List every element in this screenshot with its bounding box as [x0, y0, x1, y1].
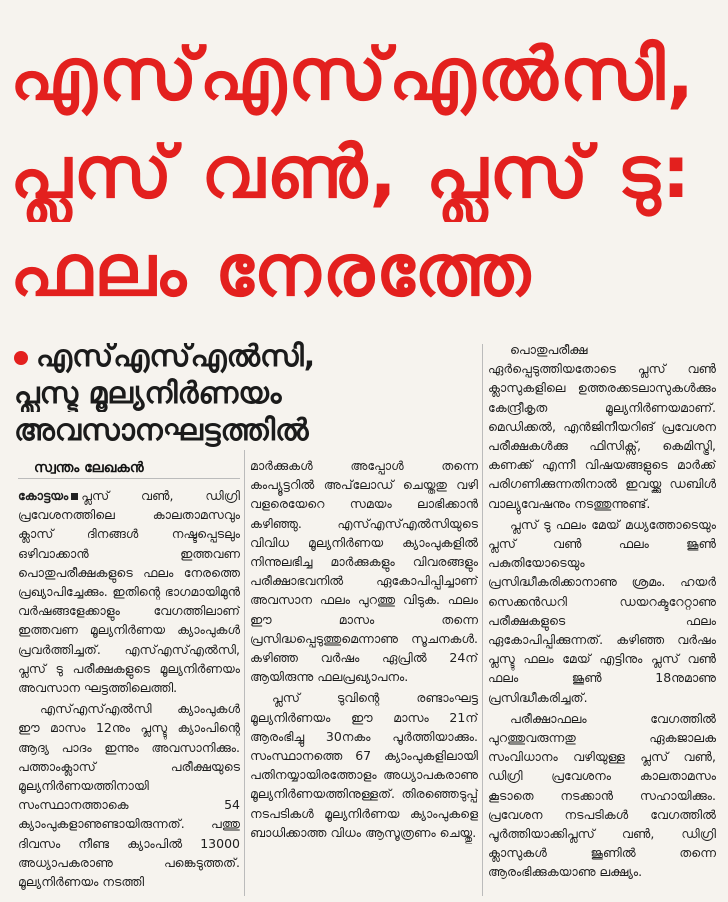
column-3-paragraph-2: പ്ലസ് ടു ഫലം മേയ് മധ്യത്തോടെയും പ്ലസ് വൺ ഫലം ജൂൺ പകുതിയോടെയും പ്രസിദ്ധീകരിക്കാനാണു ശ്രമം. ഹയർ സെക്കൻഡറി ഡയറക്ടറേറ്റാണു പരീക്ഷകളുടെ ഫലം ഏകോപിപ്പിക്കുന്നത്. കഴിഞ്ഞ വർഷം പ്ലസ്ടു ഫലം മേയ് എട്ടിനും പ്ലസ് വൺ ഫലം ജൂൺ 18നുമാണു പ്രസിദ്ധീകരിച്ചത്. [488, 516, 716, 705]
headline [10, 26, 722, 320]
column-3-paragraph-1: പൊതുപരീക്ഷ ഏർപ്പെടുത്തിയതോടെ പ്ലസ് വൺ ക്ലാസുകളിലെ ഉത്തരക്കടലാസുകൾക്കും കേന്ദ്രീകൃത മൂല്യനിർണയമാണ്. മെഡിക്കൽ, എൻജിനീയറിങ് പ്രവേശന പരീക്ഷകൾക്കു ഫിസിക്സ്, കെമിസ്ട്രി, കണക്ക് എന്നീ വിഷയങ്ങളുടെ മാർക്ക് പരിഗണിക്കുന്നതിനാൽ ഇവയ്ക്കു ഡബിൾ വാല്യുവേഷനും നടത്തുന്നുണ്ട്. [488, 342, 716, 511]
headline-line-3: ഫലം നേരത്തേ [10, 228, 533, 312]
column-1-paragraph-1 [18, 486, 240, 697]
red-bullet-icon [14, 351, 28, 365]
subheadline-line-1: എസ്എസ്എൽസി, [36, 339, 316, 374]
byline-divider [18, 478, 240, 479]
headline-line-2: പ്ലസ് വൺ, പ്ലസ് ടു: [10, 130, 693, 214]
column-divider-1 [244, 450, 245, 896]
column-1-paragraph-1-text: പ്ലസ് വൺ, ഡിഗ്രി പ്രവേശനത്തിലെ കാലതാമസവും ക്ലാസ് ദിനങ്ങൾ നഷ്ടപ്പെടലും ഒഴിവാക്കാൻ ഇത്തവണ പൊതുപരീക്ഷകളുടെ ഫലം നേരത്തെ പ്രഖ്യാപിച്ചേക്കും. ഇതിന്റെ ഭാഗമായിമുൻ വർഷങ്ങളേക്കാളും വേഗത്തിലാണ് ഇത്തവണ മൂല്യനിർണയ ക്യാംപുകൾ പ്രവർത്തിച്ചത്. എസ്എസ്എൽസി, പ്ലസ് ടു പരീക്ഷകളുടെ മൂല്യനിർണയം അവസാന ഘട്ടത്തിലെത്തി. [18, 488, 240, 696]
dateline: കോട്ടയം [18, 488, 69, 503]
column-divider-2 [482, 344, 483, 896]
headline-line-1: എസ്എസ്എൽസി, [10, 32, 697, 116]
column-1-paragraph-2: എസ്എസ്എൽസി ക്യാംപുകൾ ഈ മാസം 12നും പ്ലസ്ടു ക്യാംപിന്റെ ആദ്യ പാദം ഇന്നും അവസാനിക്കും. പത്താംക്ലാസ് പരീക്ഷയുടെ മൂല്യനിർണയത്തിനായി സംസ്ഥാനത്താകെ 54 ക്യാംപുകളാണുണ്ടായിരുന്നത്. പത്തു ദിവസം നീണ്ട ക്യാംപിൽ 13000 അധ്യാപകരാണു പങ്കെടുത്തത്. മൂല്യനിർണയം നടത്തി [18, 701, 240, 890]
column-2-paragraph-1: മാർക്കുകൾ അപ്പോൾ തന്നെ കംപ്യൂട്ടറിൽ അപ്‌ലോഡ് ചെയ്തതു വഴി വളരെയേറെ സമയം ലാഭിക്കാൻ കഴിഞ്ഞു. എസ്എസ്എൽസിയുടെ വിവിധ മൂല്യനിർണയ ക്യാംപുകളിൽ നിന്നുലഭിച്ച മാർക്കുകളും വിവരങ്ങളും പരീക്ഷാഭവനിൽ ഏകോപിപ്പിച്ചാണ് അവസാന ഫലം പുറത്തു വിടുക. ഫലം ഈ മാസം തന്നെ പ്രസിദ്ധപ്പെടുത്തുമെന്നാണു സൂചനകൾ. കഴിഞ്ഞ വർഷം ഏപ്രിൽ 24ന് ആയിരുന്നു ഫലപ്രഖ്യാപനം. [250, 458, 478, 685]
dateline-square-icon [71, 493, 78, 500]
byline: സ്വന്തം ലേഖകൻ [34, 460, 144, 476]
subheadline-line-2: പ്ലസ്ടു മൂല്യനിർണയം [14, 376, 282, 411]
column-2-paragraph-2: പ്ലസ് ടുവിന്റെ രണ്ടാംഘട്ട മൂല്യനിർണയം ഈ മാസം 21ന് ആരംഭിച്ചു 30നകം പൂർത്തിയാക്കും. സംസ്ഥാനത്തെ 67 ക്യാംപുകളിലായി പതിനയ്യായിരത്തോളം അധ്യാപകരാണു മൂല്യനിർണയത്തിനുള്ളത്. തിരഞ്ഞെടുപ്പ് നടപടികൾ മൂല്യനിർണയ ക്യാംപുകളെ ബാധിക്കാത്ത വിധം ആസൂത്രണം ചെയ്തു. [250, 690, 478, 840]
article-column-3 [488, 340, 716, 898]
article-column-1 [18, 486, 240, 898]
subheadline-line-3: അവസാനഘട്ടത്തിൽ [14, 413, 309, 448]
column-3-paragraph-3: പരീക്ഷാഫലം വേഗത്തിൽ പുറത്തുവരുന്നതു ഏകജാലക സംവിധാനം വഴിയുള്ള പ്ലസ് വൺ, ഡിഗ്രി പ്രവേശനം കാലതാമസം കൂടാതെ നടക്കാൻ സഹായിക്കും. പ്രവേശന നടപടികൾ വേഗത്തിൽ പൂർത്തിയാക്കിപ്ലസ് വൺ, ഡിഗ്രി ക്ലാസുകൾ ജൂണിൽ തന്നെ ആരംഭിക്കുകയാണു ലക്ഷ്യം. [488, 710, 716, 880]
article-column-2 [250, 456, 478, 898]
subheadline [14, 338, 334, 449]
